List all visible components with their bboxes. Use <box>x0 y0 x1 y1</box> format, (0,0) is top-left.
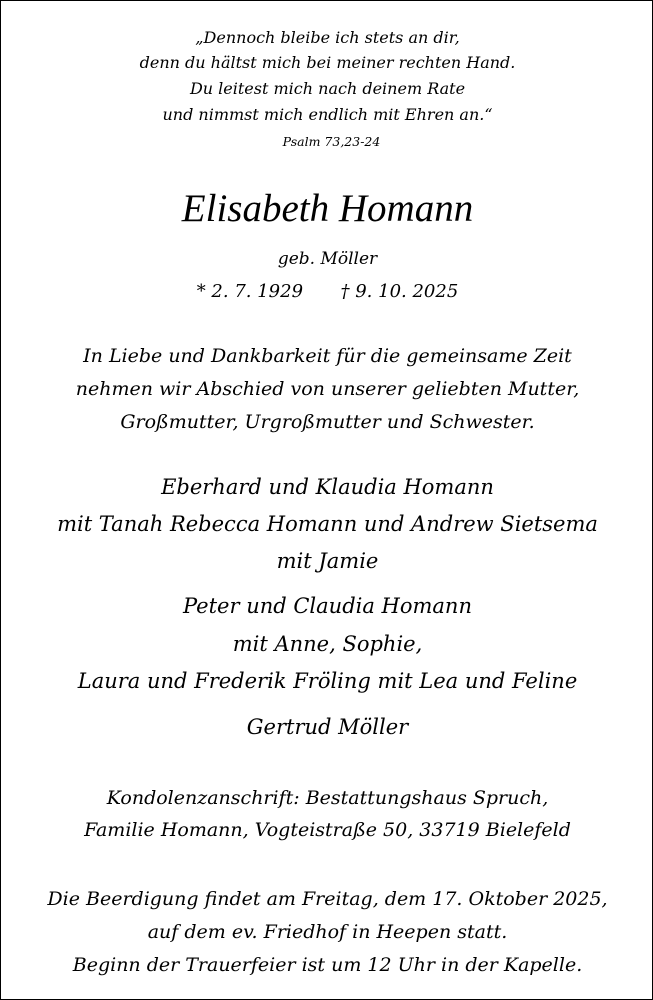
family-line: Laura und Frederik Fröling mit Lea und Feline <box>77 669 578 693</box>
birth-name: geb. Möller <box>277 249 378 269</box>
psalm-verse-line: Du leitest mich nach deinem Rate <box>189 79 466 98</box>
family-line: Eberhard und Klaudia Homann <box>161 475 494 499</box>
death-date: † 9. 10. 2025 <box>340 281 459 302</box>
birth-date: * 2. 7. 1929 <box>196 281 304 302</box>
funeral-line: Die Beerdigung findet am Freitag, dem 17. Oktober 2025, <box>47 888 608 910</box>
family-line: mit Tanah Rebecca Homann und Andrew Sietsema <box>57 512 598 536</box>
intro-line: Großmutter, Urgroßmutter und Schwester. <box>120 411 535 433</box>
psalm-reference: Psalm 73,23-24 <box>282 134 381 149</box>
condolence-line: Kondolenzanschrift: Bestattungshaus Spruch, <box>106 787 549 809</box>
intro-line: In Liebe und Dankbarkeit für die gemeinsame Zeit <box>83 345 572 367</box>
psalm-verse-line: und nimmst mich endlich mit Ehren an.“ <box>162 105 493 124</box>
family-line: Gertrud Möller <box>246 715 409 739</box>
family-line: mit Jamie <box>276 549 379 573</box>
condolence-line: Familie Homann, Vogteistraße 50, 33719 Bielefeld <box>84 819 571 841</box>
funeral-line: auf dem ev. Friedhof in Heepen statt. <box>147 921 508 943</box>
psalm-verse-line: „Dennoch bleibe ich stets an dir, <box>195 28 460 47</box>
life-dates <box>1 281 653 302</box>
intro-line: nehmen wir Abschied von unserer geliebten Mutter, <box>75 378 580 400</box>
funeral-line: Beginn der Trauerfeier ist um 12 Uhr in der Kapelle. <box>72 954 583 976</box>
psalm-verse-line: denn du hältst mich bei meiner rechten Hand. <box>139 53 516 72</box>
deceased-name: Elisabeth Homann <box>181 187 474 230</box>
family-line: mit Anne, Sophie, <box>232 632 423 656</box>
family-line: Peter und Claudia Homann <box>183 594 472 618</box>
